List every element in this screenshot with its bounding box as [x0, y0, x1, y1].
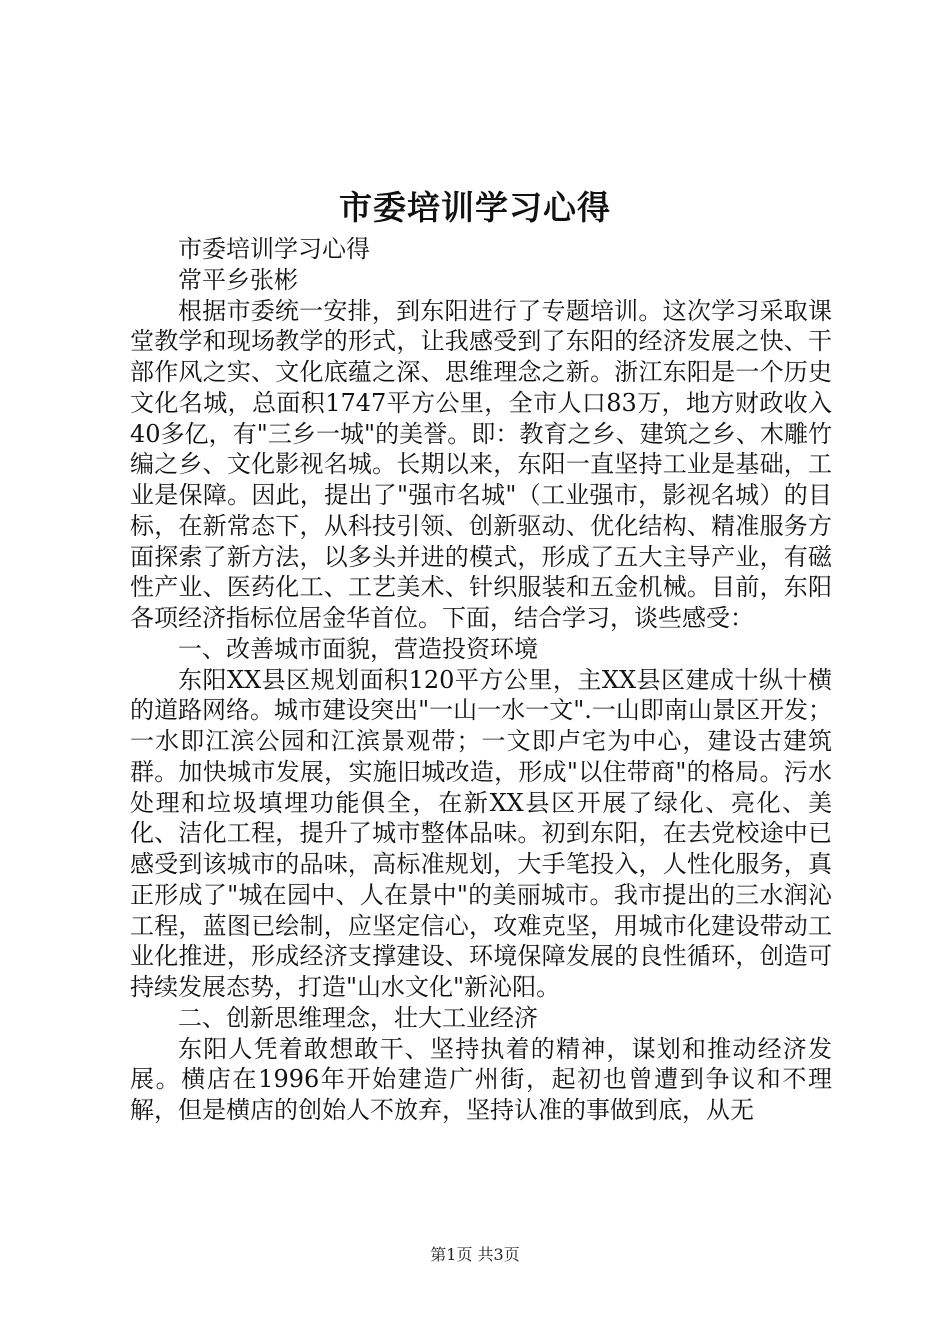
page-footer: 第1页 共3页 — [430, 1245, 520, 1264]
paragraph-section-1: 东阳XX县区规划面积120平方公里，主XX县区建成十纵十横的道路网络。城市建设突出"一山一水一文".一山即南山景区开发；一水即江滨公园和江滨景观带；一文即卢宅为中心，建设古建筑群。加快城市发展，实施旧城改造，形成"以住带商"的格局。污水处理和垃圾填埋功能俱全，在新XX县区开展了绿化、亮化、美化、洁化工程，提升了城市整体品味。初到东阳，在去党校途中已感受到该城市的品味，高标准规划，大手笔投入，人性化服务，真正形成了"城在园中、人在景中"的美丽城市。我市提出的三水润沁工程，蓝图已绘制，应坚定信心，攻难克坚，用城市化建设带动工业化推进，形成经济支撑建设、环境保障发展的良性循环，创造可持续发展态势，打造"山水文化"新沁阳。 — [130, 665, 832, 1001]
section-heading-1: 一、改善城市面貌，营造投资环境 — [178, 634, 538, 663]
paragraph-author: 常平乡张彬 — [178, 265, 298, 294]
section-heading-2: 二、创新思维理念，壮大工业经济 — [178, 1003, 538, 1032]
paragraph-intro: 根据市委统一安排，到东阳进行了专题培训。这次学习采取课堂教学和现场教学的形式，让我感受到了东阳的经济发展之快、干部作风之实、文化底蕴之深、思维理念之新。浙江东阳是一个历史文化名城，总面积1747平方公里，全市人口83万，地方财政收入40多亿，有"三乡一城"的美誉。即：教育之乡、建筑之乡、木雕竹编之乡、文化影视名城。长期以来，东阳一直坚持工业是基础，工业是保障。因此，提出了"强市名城"（工业强市，影视名城）的目标，在新常态下，从科技引领、创新驱动、优化结构、精准服务方面探索了新方法，以多头并进的模式，形成了五大主导产业，有磁性产业、医药化工、工艺美术、针织服装和五金机械。目前，东阳各项经济指标位居金华首位。下面，结合学习，谈些感受： — [130, 296, 832, 632]
document-title: 市委培训学习心得 — [339, 188, 611, 227]
document-body — [130, 234, 832, 1126]
paragraph-heading-repeat: 市委培训学习心得 — [178, 235, 370, 263]
paragraph-section-2: 东阳人凭着敢想敢干、坚持执着的精神，谋划和推动经济发展。横店在1996年开始建造广州街，起初也曾遭到争议和不理解，但是横店的创始人不放弃，坚持认准的事做到底，从无 — [130, 1034, 832, 1124]
